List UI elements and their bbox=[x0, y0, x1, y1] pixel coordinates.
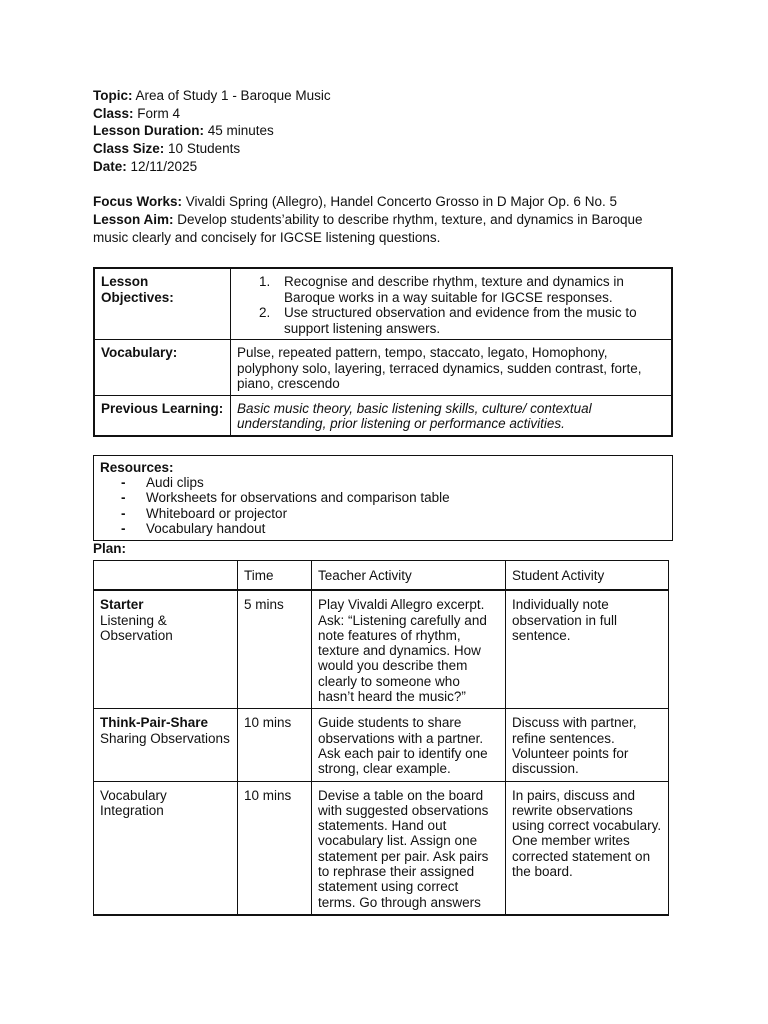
date-value: 12/11/2025 bbox=[126, 158, 198, 174]
objectives-cell bbox=[231, 268, 673, 340]
lesson-aim-line bbox=[93, 211, 675, 246]
plan-header-phase bbox=[94, 561, 238, 591]
bullet-dash: - bbox=[121, 521, 126, 536]
plan-row bbox=[94, 781, 669, 915]
plan-phase-cell bbox=[94, 709, 238, 781]
lesson-aim-value: Develop students’ability to describe rhythm, texture, and dynamics in Baroque music clearly and concisely for IGCSE listening questions. bbox=[93, 211, 643, 245]
lesson-aim-label: Lesson Aim: bbox=[93, 211, 174, 227]
plan-phase-subtitle: Listening & Observation bbox=[100, 612, 173, 643]
plan-teacher-cell: Devise a table on the board with suggested observations statements. Hand out vocabulary list. Assign one statement per pair. Ask pairs to rephrase their assigned statement using correct terms. Go through answers bbox=[312, 781, 506, 915]
date-line bbox=[93, 158, 683, 176]
plan-phase-title: Starter bbox=[100, 597, 144, 613]
objective-text: Recognise and describe rhythm, texture and dynamics in Baroque works in a way suitable for IGCSE responses. bbox=[284, 274, 624, 305]
class-size-line bbox=[93, 140, 683, 158]
lesson-plan-page bbox=[93, 87, 683, 916]
topic-line bbox=[93, 87, 683, 105]
objectives-row bbox=[94, 268, 672, 340]
class-size-label: Class Size: bbox=[93, 141, 165, 157]
objectives-list bbox=[237, 274, 665, 336]
plan-student-cell: In pairs, discuss and rewrite observations using correct vocabulary. One member writes corrected statement on the board. bbox=[506, 781, 669, 915]
class-line bbox=[93, 105, 683, 123]
focus-works-value: Vivaldi Spring (Allegro), Handel Concerto Grosso in D Major Op. 6 No. 5 bbox=[182, 194, 617, 210]
vocabulary-row bbox=[94, 340, 672, 396]
resource-item bbox=[100, 490, 666, 505]
plan-header-time: Time bbox=[238, 561, 312, 591]
plan-phase-title: Think-Pair-Share bbox=[100, 715, 209, 731]
previous-learning-label: Previous Learning: bbox=[94, 395, 231, 436]
class-size-value: 10 Students bbox=[164, 141, 241, 157]
objective-item bbox=[237, 305, 665, 336]
resource-text: Worksheets for observations and comparison table bbox=[146, 490, 450, 506]
plan-student-cell: Discuss with partner, refine sentences. Volunteer points for discussion. bbox=[506, 709, 669, 781]
spacer bbox=[93, 176, 683, 194]
focus-works-label: Focus Works: bbox=[93, 194, 183, 210]
resources-box bbox=[93, 455, 673, 541]
resource-item bbox=[100, 506, 666, 521]
vocabulary-label: Vocabulary: bbox=[94, 340, 231, 396]
plan-phase-subtitle: Vocabulary Integration bbox=[100, 787, 167, 818]
resource-item bbox=[100, 475, 666, 490]
bullet-dash: - bbox=[121, 490, 126, 506]
plan-time-cell: 5 mins bbox=[238, 590, 312, 709]
topic-value: Area of Study 1 - Baroque Music bbox=[132, 88, 331, 103]
plan-phase-cell bbox=[94, 590, 238, 709]
objectives-label: Lesson Objectives: bbox=[94, 268, 231, 340]
resources-heading: Resources: bbox=[100, 459, 174, 475]
plan-phase-cell bbox=[94, 781, 238, 915]
resource-text: Whiteboard or projector bbox=[146, 505, 288, 521]
date-label: Date: bbox=[93, 158, 127, 174]
focus-works-line bbox=[93, 193, 683, 211]
plan-student-cell: Individually note observation in full sentence. bbox=[506, 590, 669, 709]
plan-label: Plan: bbox=[93, 541, 127, 557]
resource-text: Audi clips bbox=[146, 475, 204, 491]
previous-learning-value: Basic music theory, basic listening skills, culture/ contextual understanding, prior listening or performance activities. bbox=[231, 395, 673, 436]
plan-time-cell: 10 mins bbox=[238, 709, 312, 781]
vocabulary-value: Pulse, repeated pattern, tempo, staccato, legato, Homophony, polyphony solo, layering, terraced dynamics, sudden contrast, forte, piano, crescendo bbox=[231, 340, 673, 396]
resources-list bbox=[100, 475, 666, 536]
topic-label: Topic: bbox=[93, 88, 133, 103]
plan-row bbox=[94, 709, 669, 781]
class-label: Class: bbox=[93, 105, 134, 121]
plan-table bbox=[93, 560, 669, 916]
duration-value: 45 minutes bbox=[204, 123, 274, 139]
objective-text: Use structured observation and evidence from the music to support listening answers. bbox=[284, 305, 637, 336]
resource-text: Vocabulary handout bbox=[146, 521, 266, 536]
objective-number: 2. bbox=[259, 305, 271, 321]
resource-item bbox=[100, 521, 666, 536]
class-value: Form 4 bbox=[133, 105, 181, 121]
plan-header-row bbox=[94, 561, 669, 591]
duration-line bbox=[93, 122, 683, 140]
plan-header-teacher: Teacher Activity bbox=[312, 561, 506, 591]
objective-item bbox=[237, 274, 665, 305]
bullet-dash: - bbox=[121, 475, 126, 491]
bullet-dash: - bbox=[121, 505, 126, 521]
plan-teacher-cell: Play Vivaldi Allegro excerpt. Ask: “Listening carefully and note features of rhythm, texture and dynamics. How would you describe them clearly to someone who hasn’t heard the music?” bbox=[312, 590, 506, 709]
plan-phase-subtitle: Sharing Observations bbox=[100, 730, 230, 746]
lesson-info-table bbox=[93, 267, 673, 437]
plan-row bbox=[94, 590, 669, 709]
plan-time-cell: 10 mins bbox=[238, 781, 312, 915]
duration-label: Lesson Duration: bbox=[93, 123, 205, 139]
plan-teacher-cell: Guide students to share observations with a partner. Ask each pair to identify one strong, clear example. bbox=[312, 709, 506, 781]
plan-header-student: Student Activity bbox=[506, 561, 669, 591]
previous-learning-row bbox=[94, 395, 672, 436]
objective-number: 1. bbox=[259, 274, 271, 290]
